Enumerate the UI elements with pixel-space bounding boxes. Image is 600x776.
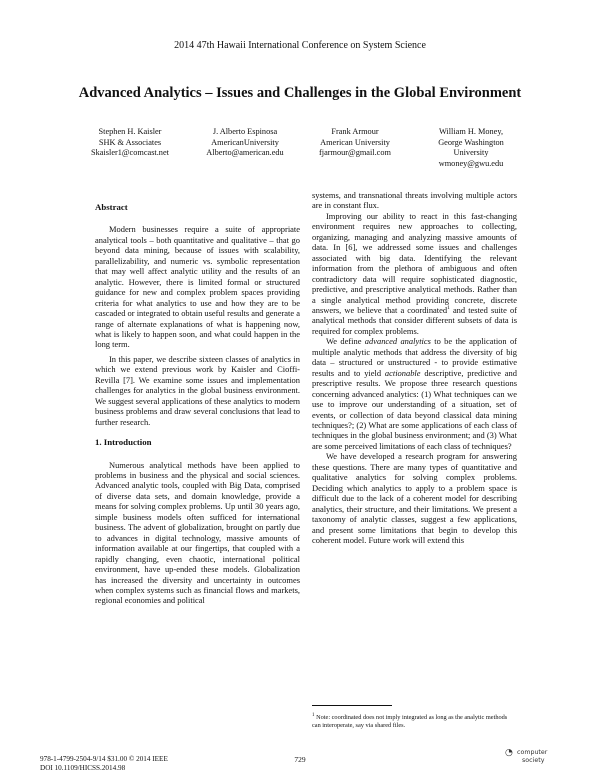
author-affiliation: American University: [320, 137, 390, 147]
footnote-divider: [312, 705, 392, 706]
author-email[interactable]: wmoney@gwu.edu: [438, 158, 504, 168]
right-column: [312, 190, 517, 545]
introduction-heading: 1. Introduction: [95, 437, 152, 448]
introduction-paragraph: Numerous analytical methods have been applied to problems in business and the physical and social sciences. Advanced analytic tools, coupled with Big Data, comprised of diverse data sets, and domain knowledge, provide a means for solving complex problems. Up until 30 years ago, simple business models often sufficed for international business. The advent of globalization, brought on partly due to advances in digital technology, massive amounts of information available at our fingertips, that coupled with a rapidly changing, even chaotic, international political environment, have up-ended these models. Globalization has increased the diversity and uncertainty in outcomes when complex systems such as financial flows and markets, regional economies and political: [95, 459, 300, 606]
author-block-1: [65, 127, 195, 159]
computer-society-icon: ◔: [505, 748, 513, 758]
emphasis-term: actionable: [384, 367, 421, 378]
author-affiliation-line2: University: [453, 148, 489, 157]
body-paragraph: [312, 211, 517, 336]
page-number: 729: [294, 755, 306, 764]
logo-text-line2: society: [522, 757, 545, 764]
logo-text-line1: computer: [517, 749, 548, 756]
doi-line[interactable]: DOI 10.1109/HICSS.2014.98: [40, 764, 126, 772]
body-paragraph: [312, 336, 517, 451]
body-paragraph: systems, and transnational threats involving multiple actors are in constant flux.: [312, 190, 517, 211]
body-paragraph: We have developed a research program for answering these questions. There are many types of quantitative and qualitative analytics for solving complex problems. Deciding which analytics to apply to a problem space is difficult due to the lack of a coherent model for describing analytics, their structure, and their limitations. We present a taxonomy of analytic classes, suggest a few applications, and present some limitations that begin to develop this coherent model. Future work will extend this: [312, 451, 517, 545]
author-email[interactable]: Alberto@american.edu: [206, 148, 284, 157]
abstract-heading: Abstract: [95, 202, 128, 212]
footnote-number: 1: [312, 713, 315, 718]
body-text: descriptive, predictive and prescriptive results. We propose three research questions concerning advanced analytics: (1) What techniques can we use to improve our understanding of a situation, set of events, or collection of data beyond classical data mining techniques?; (2) What are some applications of each class of techniques in the global business environment; and (3) What are some perceived limitations of each class of techniques?: [312, 367, 517, 451]
abstract-paragraph: In this paper, we describe sixteen classes of analytics in which we extend previous work by Kaisler and Cioffi-Revilla [7]. We examine some issues and implementation challenges for analytics in the global business environment. We suggest several applications of these analytics to modern business problems and draw several conclusions that lead to further research.: [95, 353, 300, 427]
author-affiliation: AmericanUniversity: [211, 137, 279, 147]
body-text: and tested suite of analytical methods that consider different subsets of data is required for complex problems.: [312, 304, 517, 336]
author-name: Stephen H. Kaisler: [98, 127, 162, 136]
abstract-paragraph: Modern businesses require a suite of appropriate analytical tools – both quantitative and qualitative – that go beyond data mining, because of issues with scalability, parallelizability, and numeric vs. symbolic representation that may well affect analytic utility and the results of an analytic. However, there is limited formal or structured guidance for new and complex problem spaces providing criteria for what analytics to use and how they are to be cascaded or integrated to obtain useful results and generate a range of alternate explanations of what is happening now, what is likely to happen soon, and what could happen in the long term.: [95, 224, 300, 350]
author-email[interactable]: fjarmour@gmail.com: [319, 148, 391, 157]
author-affiliation: SHK & Associates: [98, 137, 162, 147]
footnote-text: Note: coordinated does not imply integrated as long as the analytic methods can interoperate, say via shared files.: [312, 714, 508, 730]
emphasis-term: advanced analytics: [364, 336, 431, 347]
body-text: Improving our ability to react in this fast-changing environment requires new approaches to collecting, organizing, managing and analyzing massive amounts of data. In [6], we addressed some issues and challenges associated with big data. Identifying the relevant information from the plethora of ambiguous and often contradictory data will require sophisticated diagnostic, predictive, and prescriptive analytical methods. Rather than a single analytical method providing concrete, discrete answers, we believe that a coordinated: [312, 210, 517, 315]
conference-header: 2014 47th Hawaii International Conference on System Science: [174, 40, 426, 51]
author-email[interactable]: Skaisler1@comcast.net: [91, 148, 169, 157]
isbn-line: 978-1-4799-2504-9/14 $31.00 © 2014 IEEE: [40, 755, 168, 763]
author-name: J. Alberto Espinosa: [212, 127, 278, 136]
footnote-marker: 1: [447, 305, 450, 312]
computer-society-logo: [505, 747, 565, 769]
body-text: to be the application of multiple analytic methods that address the diversity of big data – structured or unstructured - to provide estimative results and to yield: [312, 336, 517, 378]
footnote: [312, 712, 517, 730]
author-block-3: [290, 127, 420, 159]
body-text: We define: [326, 336, 365, 347]
author-name: Frank Armour: [331, 127, 379, 136]
author-block-4: [406, 127, 536, 169]
paper-title: Advanced Analytics – Issues and Challenges in the Global Environment: [78, 85, 522, 101]
author-affiliation: George Washington: [438, 137, 504, 147]
left-column: [95, 190, 300, 606]
author-name: William H. Money,: [438, 127, 504, 136]
